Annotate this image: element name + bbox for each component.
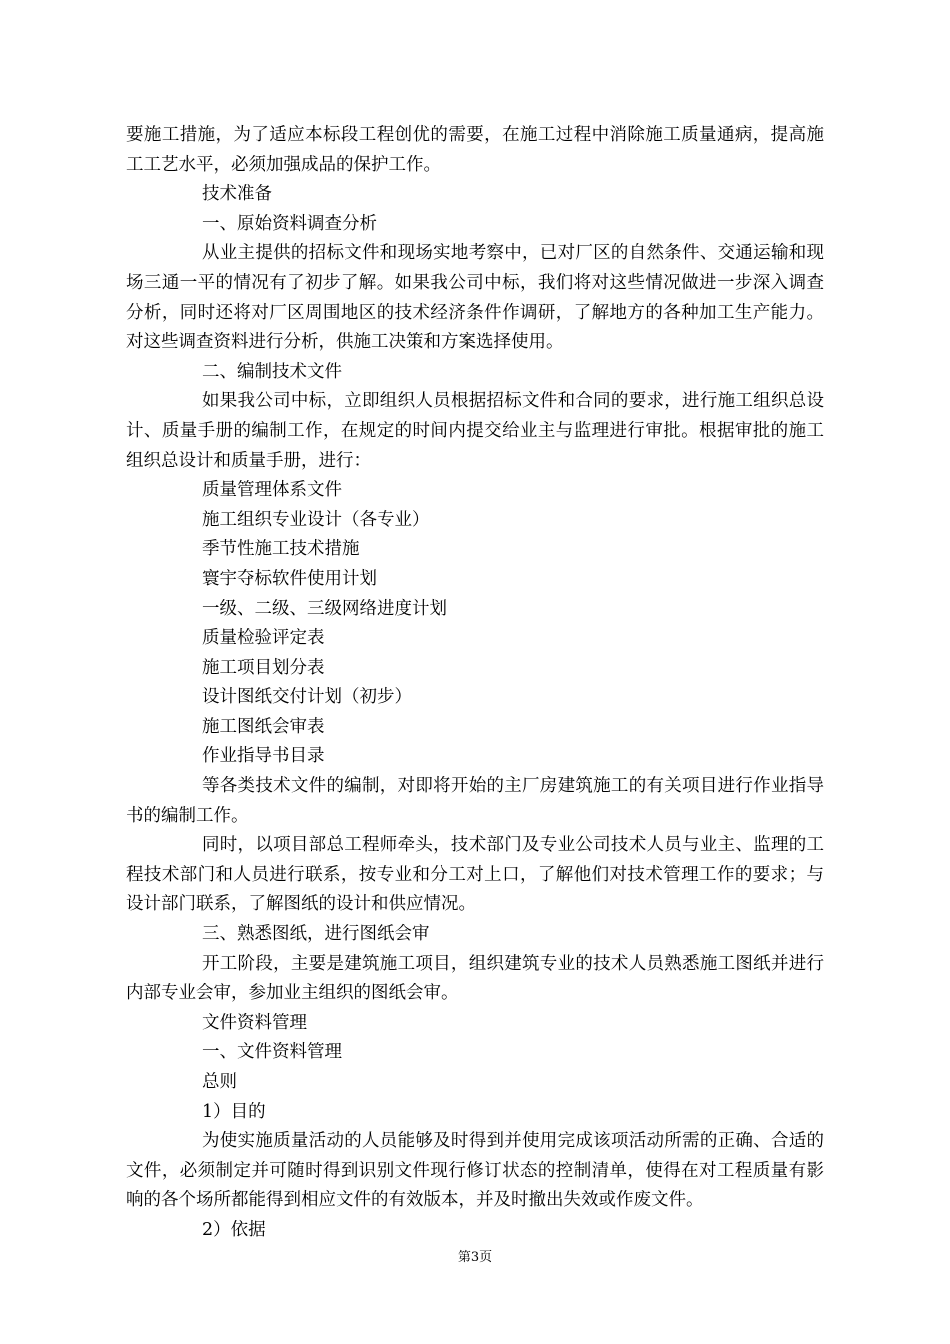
list-item: 季节性施工技术措施 — [202, 539, 360, 560]
paragraph-purpose: 为使实施质量活动的人员能够及时得到并使用完成该项活动所需的正确、合适的文件，必须制定并可随时得到识别文件现行修订状态的控制清单，使得在对工程质量有影响的各个场所都能得到相应文件的有效版本，并及时撤出失效或作废文件。 — [126, 1131, 824, 1211]
subheading-purpose: 1）目的 — [202, 1101, 266, 1122]
paragraph-continued: 要施工措施，为了适应本标段工程创优的需要，在施工过程中消除施工质量通病，提高施工工艺水平，必须加强成品的保护工作。 — [126, 125, 824, 175]
paragraph-coordination: 同时，以项目部总工程师牵头，技术部门及专业公司技术人员与业主、监理的工程技术部门和人员进行联系，按专业和分工对上口，了解他们对技术管理工作的要求；与设计部门联系，了解图纸的设计和供应情况。 — [126, 835, 824, 915]
list-item: 作业指导书目录 — [202, 746, 325, 767]
subheading-basis: 2）依据 — [202, 1219, 266, 1240]
list-item: 施工图纸会审表 — [202, 716, 325, 737]
subheading-drawing-review: 三、熟悉图纸，进行图纸会审 — [202, 924, 430, 945]
paragraph-raw-data: 从业主提供的招标文件和现场实地考察中，已对厂区的自然条件、交通运输和现场三通一平的情况有了初步了解。如果我公司中标，我们将对这些情况做进一步深入调查分析，同时还将对厂区周围地区的技术经济条件作调研，了解地方的各种加工生产能力。对这些调查资料进行分析，供施工决策和方案选择使用。 — [126, 243, 824, 353]
section-heading-technical-prep: 技术准备 — [202, 184, 272, 205]
subheading-doc-management: 一、文件资料管理 — [202, 1042, 342, 1063]
subheading-compile-tech-docs: 二、编制技术文件 — [202, 361, 342, 382]
paragraph-docs-compilation: 等各类技术文件的编制，对即将开始的主厂房建筑施工的有关项目进行作业指导书的编制工作。 — [126, 776, 824, 826]
section-heading-doc-management: 文件资料管理 — [202, 1012, 307, 1033]
subheading-general: 总则 — [202, 1072, 237, 1092]
list-item: 一级、二级、三级网络进度计划 — [202, 598, 447, 619]
list-item: 质量检验评定表 — [202, 628, 325, 649]
document-body — [126, 121, 824, 1246]
paragraph-compile-docs: 如果我公司中标，立即组织人员根据招标文件和合同的要求，进行施工组织总设计、质量手册的编制工作，在规定的时间内提交给业主与监理进行审批。根据审批的施工组织总设计和质量手册，进行： — [126, 391, 824, 471]
page-number: 第3页 — [457, 1250, 493, 1265]
list-item: 设计图纸交付计划（初步） — [202, 687, 412, 708]
list-item: 施工组织专业设计（各专业） — [202, 509, 430, 530]
list-item: 质量管理体系文件 — [202, 480, 342, 501]
paragraph-drawing-review: 开工阶段，主要是建筑施工项目，组织建筑专业的技术人员熟悉施工图纸并进行内部专业会审，参加业主组织的图纸会审。 — [126, 953, 824, 1004]
list-item: 寰宇夺标软件使用计划 — [202, 568, 377, 589]
subheading-raw-data-analysis: 一、原始资料调查分析 — [202, 213, 377, 234]
list-item: 施工项目划分表 — [202, 657, 325, 678]
